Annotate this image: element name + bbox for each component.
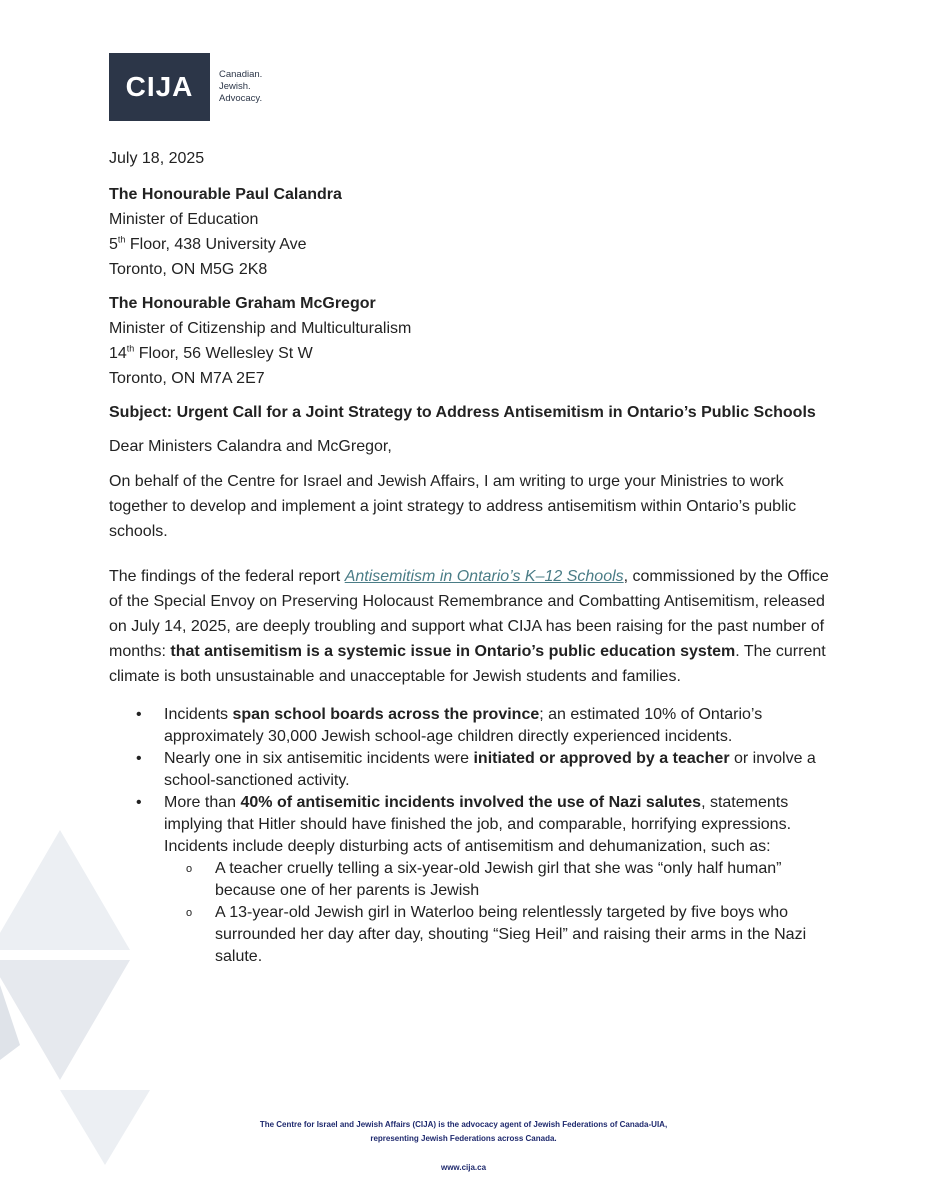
recipient-block — [109, 291, 829, 391]
bullet-icon: • — [136, 750, 142, 767]
logo-mark: CIJA — [109, 53, 210, 121]
recipient-block — [109, 182, 829, 282]
sub-bullet-icon: o — [186, 863, 193, 875]
incident-examples-list — [164, 858, 829, 968]
list-item: o A 13-year-old Jewish girl in Waterloo being relentlessly targeted by five boys who surrounded her day after day, shouting “Sieg Heil” and raising their arms in the Nazi salute. — [186, 904, 807, 965]
cija-logo — [109, 53, 262, 121]
recipient-city: Toronto, ON M5G 2K8 — [109, 261, 268, 278]
footer-website-link[interactable]: www.cija.ca — [440, 1163, 487, 1172]
paragraph-intro: On behalf of the Centre for Israel and Jewish Affairs, I am writing to urge your Ministries to work together to develop and implement a joint strategy to address antisemitism within Ontario’s public schools. — [109, 473, 797, 540]
findings-list — [109, 704, 829, 968]
footer-note: The Centre for Israel and Jewish Affairs (CIJA) is the advocacy agent of Jewish Federations of Canada-UIA, representing Jewish Federations across Canada. — [259, 1120, 668, 1143]
sub-bullet-icon: o — [186, 907, 193, 919]
list-item: • Nearly one in six antisemitic incidents were initiated or approved by a teacher or involve a school-sanctioned activity. — [136, 750, 816, 789]
letter-greeting: Dear Ministers Calandra and McGregor, — [109, 438, 392, 455]
recipient-title: Minister of Education — [109, 211, 259, 228]
list-item: • Incidents span school boards across the province; an estimated 10% of Ontario’s approximately 30,000 Jewish school-age children directly experienced incidents. — [136, 706, 763, 745]
bullet-icon: • — [136, 794, 142, 811]
bullet-icon: • — [136, 706, 142, 723]
report-link[interactable]: Antisemitism in Ontario’s K–12 Schools — [344, 568, 624, 585]
recipient-street: 14th Floor, 56 Wellesley St W — [109, 343, 313, 362]
recipient-title: Minister of Citizenship and Multiculturalism — [109, 320, 412, 337]
letter-body — [109, 146, 829, 968]
recipient-name: The Honourable Graham McGregor — [109, 295, 376, 312]
recipient-name: The Honourable Paul Calandra — [109, 186, 342, 203]
list-item: o A teacher cruelly telling a six-year-old Jewish girl that she was “only half human” because one of her parents is Jewish — [186, 860, 782, 899]
letter-date: July 18, 2025 — [109, 150, 205, 167]
recipient-city: Toronto, ON M7A 2E7 — [109, 370, 265, 387]
logo-tagline: Canadian. Jewish. Advocacy. — [219, 69, 263, 104]
list-item: • More than 40% of antisemitic incidents involved the use of Nazi salutes, statements implying that Hitler should have finished the job, and comparable, horrifying expressions. Incidents include deeply disturbing acts of antisemitism and dehumanization, such as: o A teacher cruelly telling a six-year-old Jewish girl that she was “only half human” because one of her parents is Jewish o A 13-year-old Jewish girl in Waterloo being relentlessly targeted by five boys who surrounded her day after day, shouting “Sieg Heil” and raising their arms in the Nazi salute. — [109, 792, 829, 968]
recipient-street: 5th Floor, 438 University Ave — [109, 234, 307, 253]
paragraph-findings: The findings of the federal report Antisemitism in Ontario’s K–12 Schools, commissioned by the Office of the Special Envoy on Preserving Holocaust Remembrance and Combatting Antisemitism, released on July 14, 2025, are deeply troubling and support what CIJA has been raising for the past number of months: that antisemitism is a systemic issue in Ontario’s public education system. The current climate is both unsustainable and unacceptable for Jewish students and families. — [109, 568, 829, 685]
letter-subject: Subject: Urgent Call for a Joint Strategy to Address Antisemitism in Ontario’s Public Schools — [109, 404, 816, 421]
